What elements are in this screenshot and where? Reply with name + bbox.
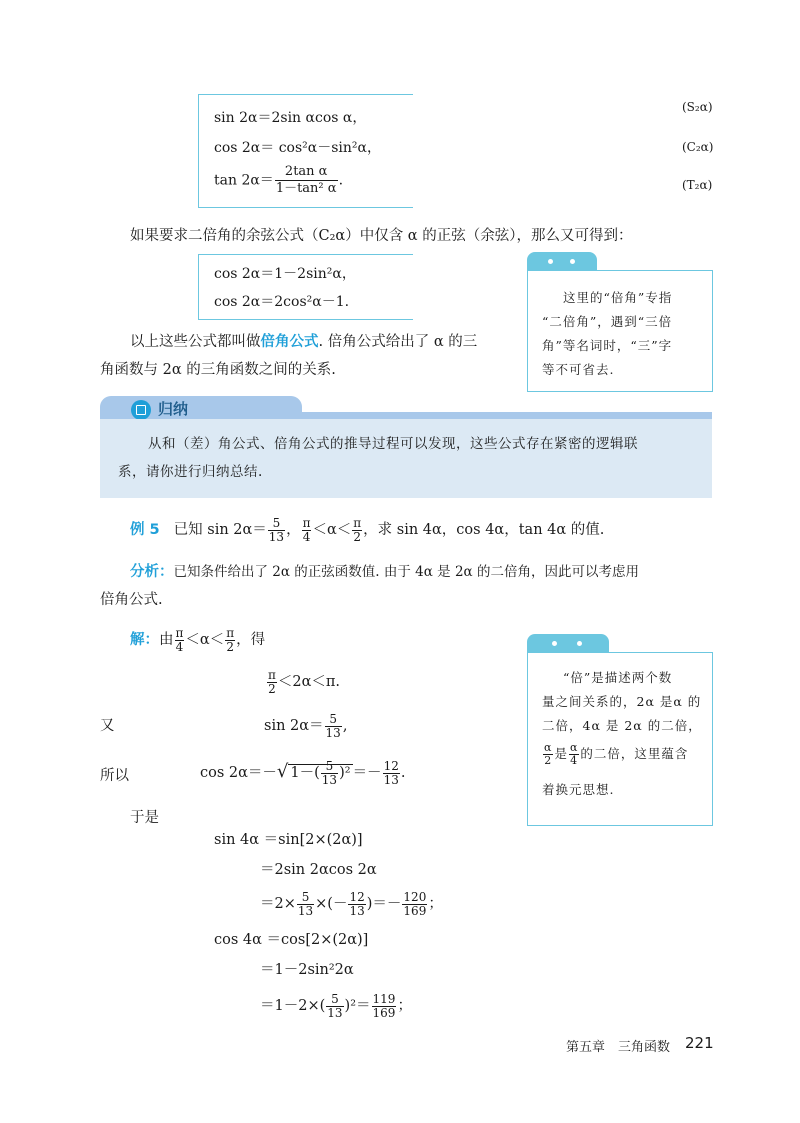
cos2a-left: cos 2α＝－ [200,765,277,781]
step-mid: ×(－ [315,896,348,912]
term-double-angle-formula: 倍角公式 [260,333,319,350]
word-you: 又 [100,718,115,734]
formula-cos2a-cos: cos 2α＝2cos²α－1. [214,294,350,310]
frac-12-13 [348,891,365,918]
frac-alpha-2 [543,742,553,767]
frac-num: π [302,515,311,530]
comma: , [342,718,348,734]
note1-tab [527,252,597,270]
note1-line4: 等不可省去. [542,362,615,377]
sin4a-step2: ＝2sin 2αcos 2α [260,862,377,878]
radicand-post: )² [339,765,351,781]
summary-text-line1: 从和（差）角公式、倍角公式的推导过程可以发现，这些公式存在紧密的逻辑联 [148,436,638,452]
solution-line1 [130,626,265,654]
sin4a-step1: sin 4α ＝sin[2×(2α)] [214,832,363,848]
tan2a-end: . [338,172,344,189]
frac-num: 5 [326,993,343,1007]
example-text-1: 已知 sin 2α＝ [173,522,267,538]
paragraph-cos-only: 如果要求二倍角的余弦公式（C₂α）中仅含 α 的正弦（余弦），那么又可得到： [130,228,633,244]
frac-den: 4 [302,529,311,544]
dot-icon [570,259,575,264]
note2-line3: 二倍，4α 是 2α 的二倍， [542,718,702,733]
tag-s2a: (S₂α) [682,100,713,114]
solution-text-3: ，得 [236,632,266,648]
frac-120-169 [402,891,427,918]
note2-line5: 着换元思想. [542,782,615,797]
step-mid2: )＝－ [366,896,402,912]
word-yushi: 于是 [130,810,159,826]
frac-num: 12 [383,758,399,773]
frac-5-13 [326,993,343,1020]
frac-num: 119 [372,991,396,1006]
formula-cos2a: cos 2α＝ cos²α－sin²α， [214,140,381,156]
solution-frac-pi-2 [225,627,235,654]
radicand [288,758,352,787]
note1-line1: 这里的“倍角”专指 [563,290,673,305]
note1-line3: 角”等名词时，“三”字 [542,338,673,353]
frac-den: 13 [327,1005,343,1020]
footer-chapter: 第五章 三角函数 [566,1040,671,1055]
frac-5-13 [325,713,342,740]
analysis-line2: 倍角公式. [100,592,163,608]
frac-den: 2 [544,754,553,767]
solution-label: 解： [130,632,159,648]
analysis-text-1: 已知条件给出了 2α 的正弦函数值. 由于 4α 是 2α 的二倍角，因此可以考虑用 [173,564,639,580]
definition-post: . 倍角公式给出了 α 的三 [318,334,478,350]
frac-den: 169 [403,903,427,918]
note2-line4 [542,742,688,767]
paragraph-definition-line2: 角函数与 2α 的三角函数之间的关系. [100,362,336,378]
frac-den: 2 [226,639,234,654]
frac-119-169 [372,993,397,1020]
solution-line3 [264,712,347,740]
solution-text-2: ＜α＜ [185,632,225,648]
frac-num: α [569,741,579,754]
tag-t2a: (T₂α) [682,178,713,192]
frac-num: 5 [268,517,285,531]
note2-tab [527,634,609,652]
step-post: ； [397,998,412,1014]
dot-icon [548,259,553,264]
step-pre: ＝2× [260,896,296,912]
frac-num: π [268,667,276,682]
solution-line4 [200,758,405,787]
solution-frac-pi-4 [175,627,185,654]
solution-text-1: 由 [159,632,174,648]
frac-num: α [544,741,553,754]
cos4a-step3 [260,992,412,1020]
frac-pi-2 [267,669,277,696]
cos4a-step1: cos 4α ＝cos[2×(2α)] [214,932,369,948]
sqrt-icon: √ [276,761,289,782]
frac-alpha-4 [569,742,579,767]
dot-icon [577,641,582,646]
frac-num: π [226,625,235,640]
frac-den: 13 [297,903,314,918]
frac-den: 4 [570,754,579,767]
example-frac-pi-4 [302,517,312,544]
note2-line2: 量之间关系的，2α 是α 的 [542,694,702,709]
summary-section [100,396,712,498]
frac-num: π [175,625,184,640]
example-5 [130,516,604,544]
example-frac-5-13 [268,517,285,544]
frac-num: 5 [297,891,314,905]
note2-line4-post: 的二倍，这里蕴含 [580,746,689,761]
summary-icon [131,400,151,420]
frac-num: 5 [321,760,338,774]
period: . [400,765,406,781]
formula-sin2a: sin 2α＝2sin αcos α， [214,110,367,126]
example-frac-pi-2 [352,517,362,544]
frac-den: 13 [268,529,285,544]
summary-title: 归纳 [158,400,189,418]
sin2a-given: sin 2α＝ [264,718,324,734]
equals-neg: ＝－ [352,765,382,781]
radicand-pre: 1－( [290,765,320,781]
frac-5-13 [321,760,338,787]
frac-den: 13 [349,903,365,918]
word-suoyi: 所以 [100,768,129,784]
dot-icon [552,641,557,646]
formula-tan2a [214,164,343,197]
frac-num: 5 [325,713,342,727]
note1-line2: “二倍角”，遇到“三倍 [542,314,673,329]
inequality-2a: ＜2α＜π. [277,674,341,690]
solution-line2 [266,668,340,696]
frac-den: 13 [321,772,338,787]
analysis-label: 分析： [130,564,174,580]
frac-12-13 [383,760,400,787]
tan2a-den: 1－tan² α [275,181,337,196]
summary-text-line2: 系，请你进行归纳总结. [118,464,263,480]
paragraph-definition [130,328,520,356]
example-text-4: ，求 sin 4α，cos 4α，tan 4α 的值. [363,522,605,538]
example-text-2: ， [286,522,301,538]
note2-is: 是 [554,746,568,761]
frac-den: 169 [372,1005,396,1020]
cos4a-step2: ＝1－2sin²2α [260,962,354,978]
analysis-line1 [130,558,639,586]
frac-den: 4 [175,639,184,654]
step-pre: ＝1－2×( [260,998,326,1014]
frac-den: 13 [383,772,399,787]
tan2a-fraction [275,164,338,197]
frac-den: 13 [325,725,341,740]
page-number: 221 [685,1034,714,1052]
example-text-3: ＜α＜ [312,522,352,538]
step-post: ； [428,896,443,912]
list-icon [136,405,146,415]
frac-num: 120 [403,889,427,904]
step-mid: )²＝ [344,998,371,1014]
formula-cos2a-sin: cos 2α＝1－2sin²α， [214,266,356,282]
tan2a-num: 2tan α [275,164,338,181]
frac-num: 12 [349,889,365,904]
frac-5-13 [297,891,314,918]
frac-num: π [353,515,362,530]
tan2a-left: tan 2α＝ [214,172,274,189]
frac-den: 2 [353,529,362,544]
summary-header-line [100,412,712,419]
tag-c2a: (C₂α) [682,140,714,154]
sin4a-step3 [260,890,443,918]
note2-line1: “倍”是描述两个数 [563,670,673,685]
definition-pre: 以上这些公式都叫做 [130,334,261,350]
frac-den: 2 [268,681,276,696]
example-label: 例 5 [130,522,160,538]
